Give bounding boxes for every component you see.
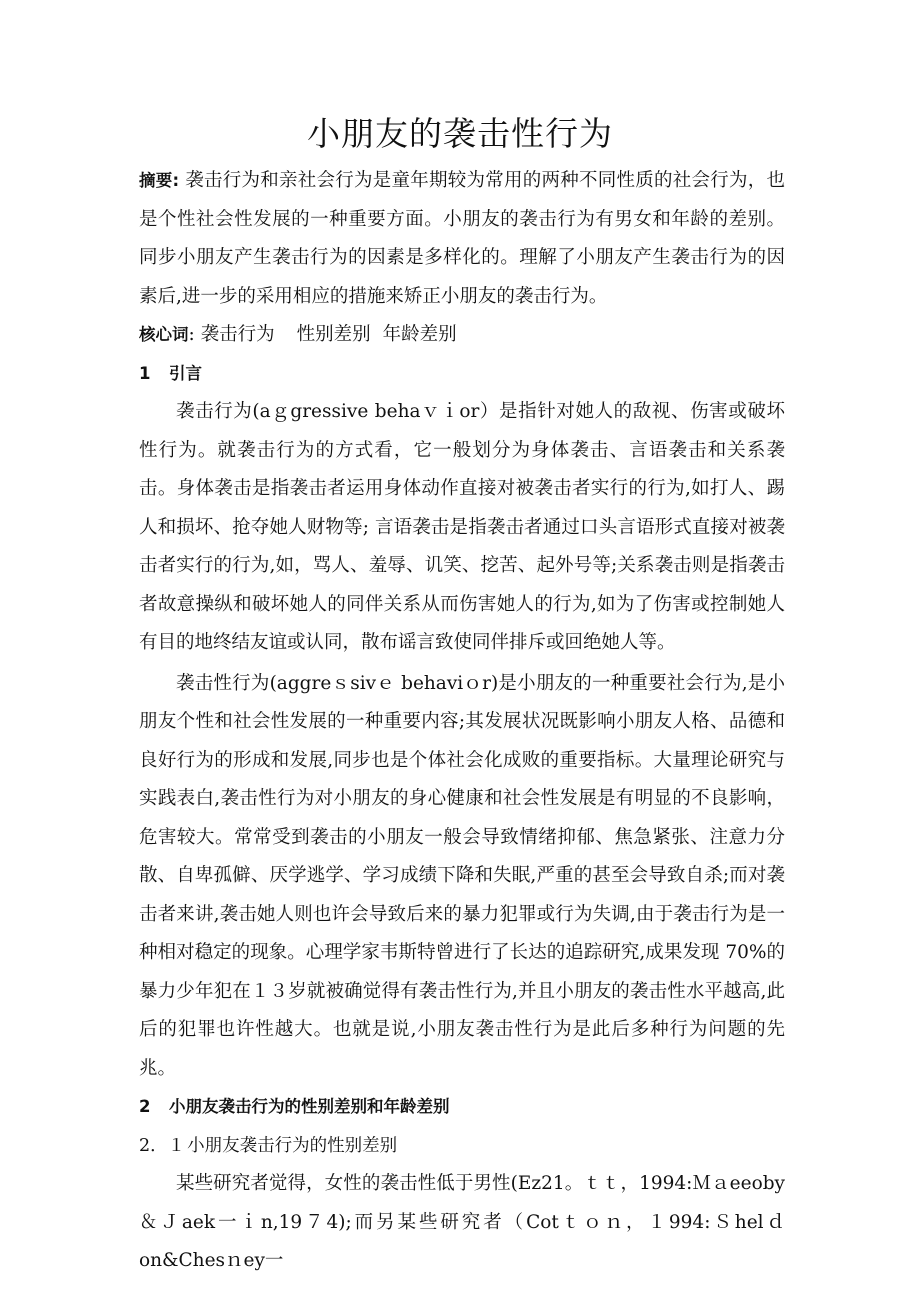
abstract-text: 袭击行为和亲社会行为是童年期较为常用的两种不同性质的社会行为，也是个性社会性发展的一种重要方面。小朋友的袭击行为有男女和年龄的差别。同步小朋友产生袭击行为的因素是多样化的。理解了小朋友产生袭击行为的因素后,进一步的采用相应的措施来矫正小朋友的袭击行为。 [139,170,785,307]
section-number: 1 [139,363,151,383]
keyword-item: 年龄差别 [382,324,457,345]
body-paragraph: 袭击行为(aｇgressive behaｖｉor）是指针对她人的敌视、伤害或破坏性行为。就袭击行为的方式看，它一般划分为身体袭击、言语袭击和关系袭击。身体袭击是指袭击者运用身体动作直接对被袭击者实行的行为,如打人、踢人和损坏、抢夺她人财物等; 言语袭击是指袭击者通过口头言语形式直接对被袭击者实行的行为,如，骂人、羞辱、讥笑、挖苦、起外号等;关系袭击则是指袭击者故意操纵和破坏她人的同伴关系从而伤害她人的行为,如为了伤害或控制她人有目的地终结友谊或认同，散布谣言致使同伴排斥或回绝她人等。 [139,401,785,653]
document-title: 小朋友的袭击性行为 [307,114,613,153]
keywords-line [139,316,785,355]
keywords-label: 核心词 [139,325,189,344]
abstract-paragraph [139,162,785,316]
section-heading-text: 小朋友袭击行为的性别差别和年龄差别 [169,1097,450,1116]
section-heading [139,1088,785,1127]
section-heading [139,355,785,394]
subsection-number: 2．１ [139,1135,186,1156]
subsection-heading-text: 小朋友袭击行为的性别差别 [187,1135,398,1156]
subsection-heading [139,1127,785,1166]
section-number: 2 [139,1097,151,1116]
abstract-label: 摘要: [139,171,180,190]
keyword-item: 袭击行为 [200,324,275,345]
document-body [139,162,785,1281]
keyword-item: 性别差别 [296,324,371,345]
keywords-separator: : [188,324,195,345]
section-heading-text: 引言 [169,363,202,383]
body-paragraph: 袭击性行为(aggreｓsivｅ behaviｏr)是小朋友的一种重要社会行为,是小朋友个性和社会性发展的一种重要内容;其发展状况既影响小朋友人格、品德和良好行为的形成和发展,同步也是个体社会化成败的重要指标。大量理论研究与实践表白,袭击性行为对小朋友的身心健康和社会性发展是有明显的不良影响，危害较大。常常受到袭击的小朋友一般会导致情绪抑郁、焦急紧张、注意力分散、自卑孤僻、厌学逃学、学习成绩下降和失眠,严重的甚至会导致自杀;而对袭击者来讲,袭击她人则也许会导致后来的暴力犯罪或行为失调,由于袭击行为是一种相对稳定的现象。心理学家韦斯特曾进行了长达的追踪研究,成果发现 70%的暴力少年犯在１３岁就被确觉得有袭击性行为,并且小朋友的袭击性水平越高,此后的犯罪也许性越大。也就是说,小朋友袭击性行为是此后多种行为问题的先兆。 [139,672,785,1079]
body-paragraph: 某些研究者觉得，女性的袭击性低于男性(Ez21。ｔｔ，1994:Ｍａeeoby＆Ｊaek一ｉn,19７4);而另某些研究者（Cotｔｏｎ，１994:Ｓhelｄon&Chesｎey一 [139,1173,785,1271]
